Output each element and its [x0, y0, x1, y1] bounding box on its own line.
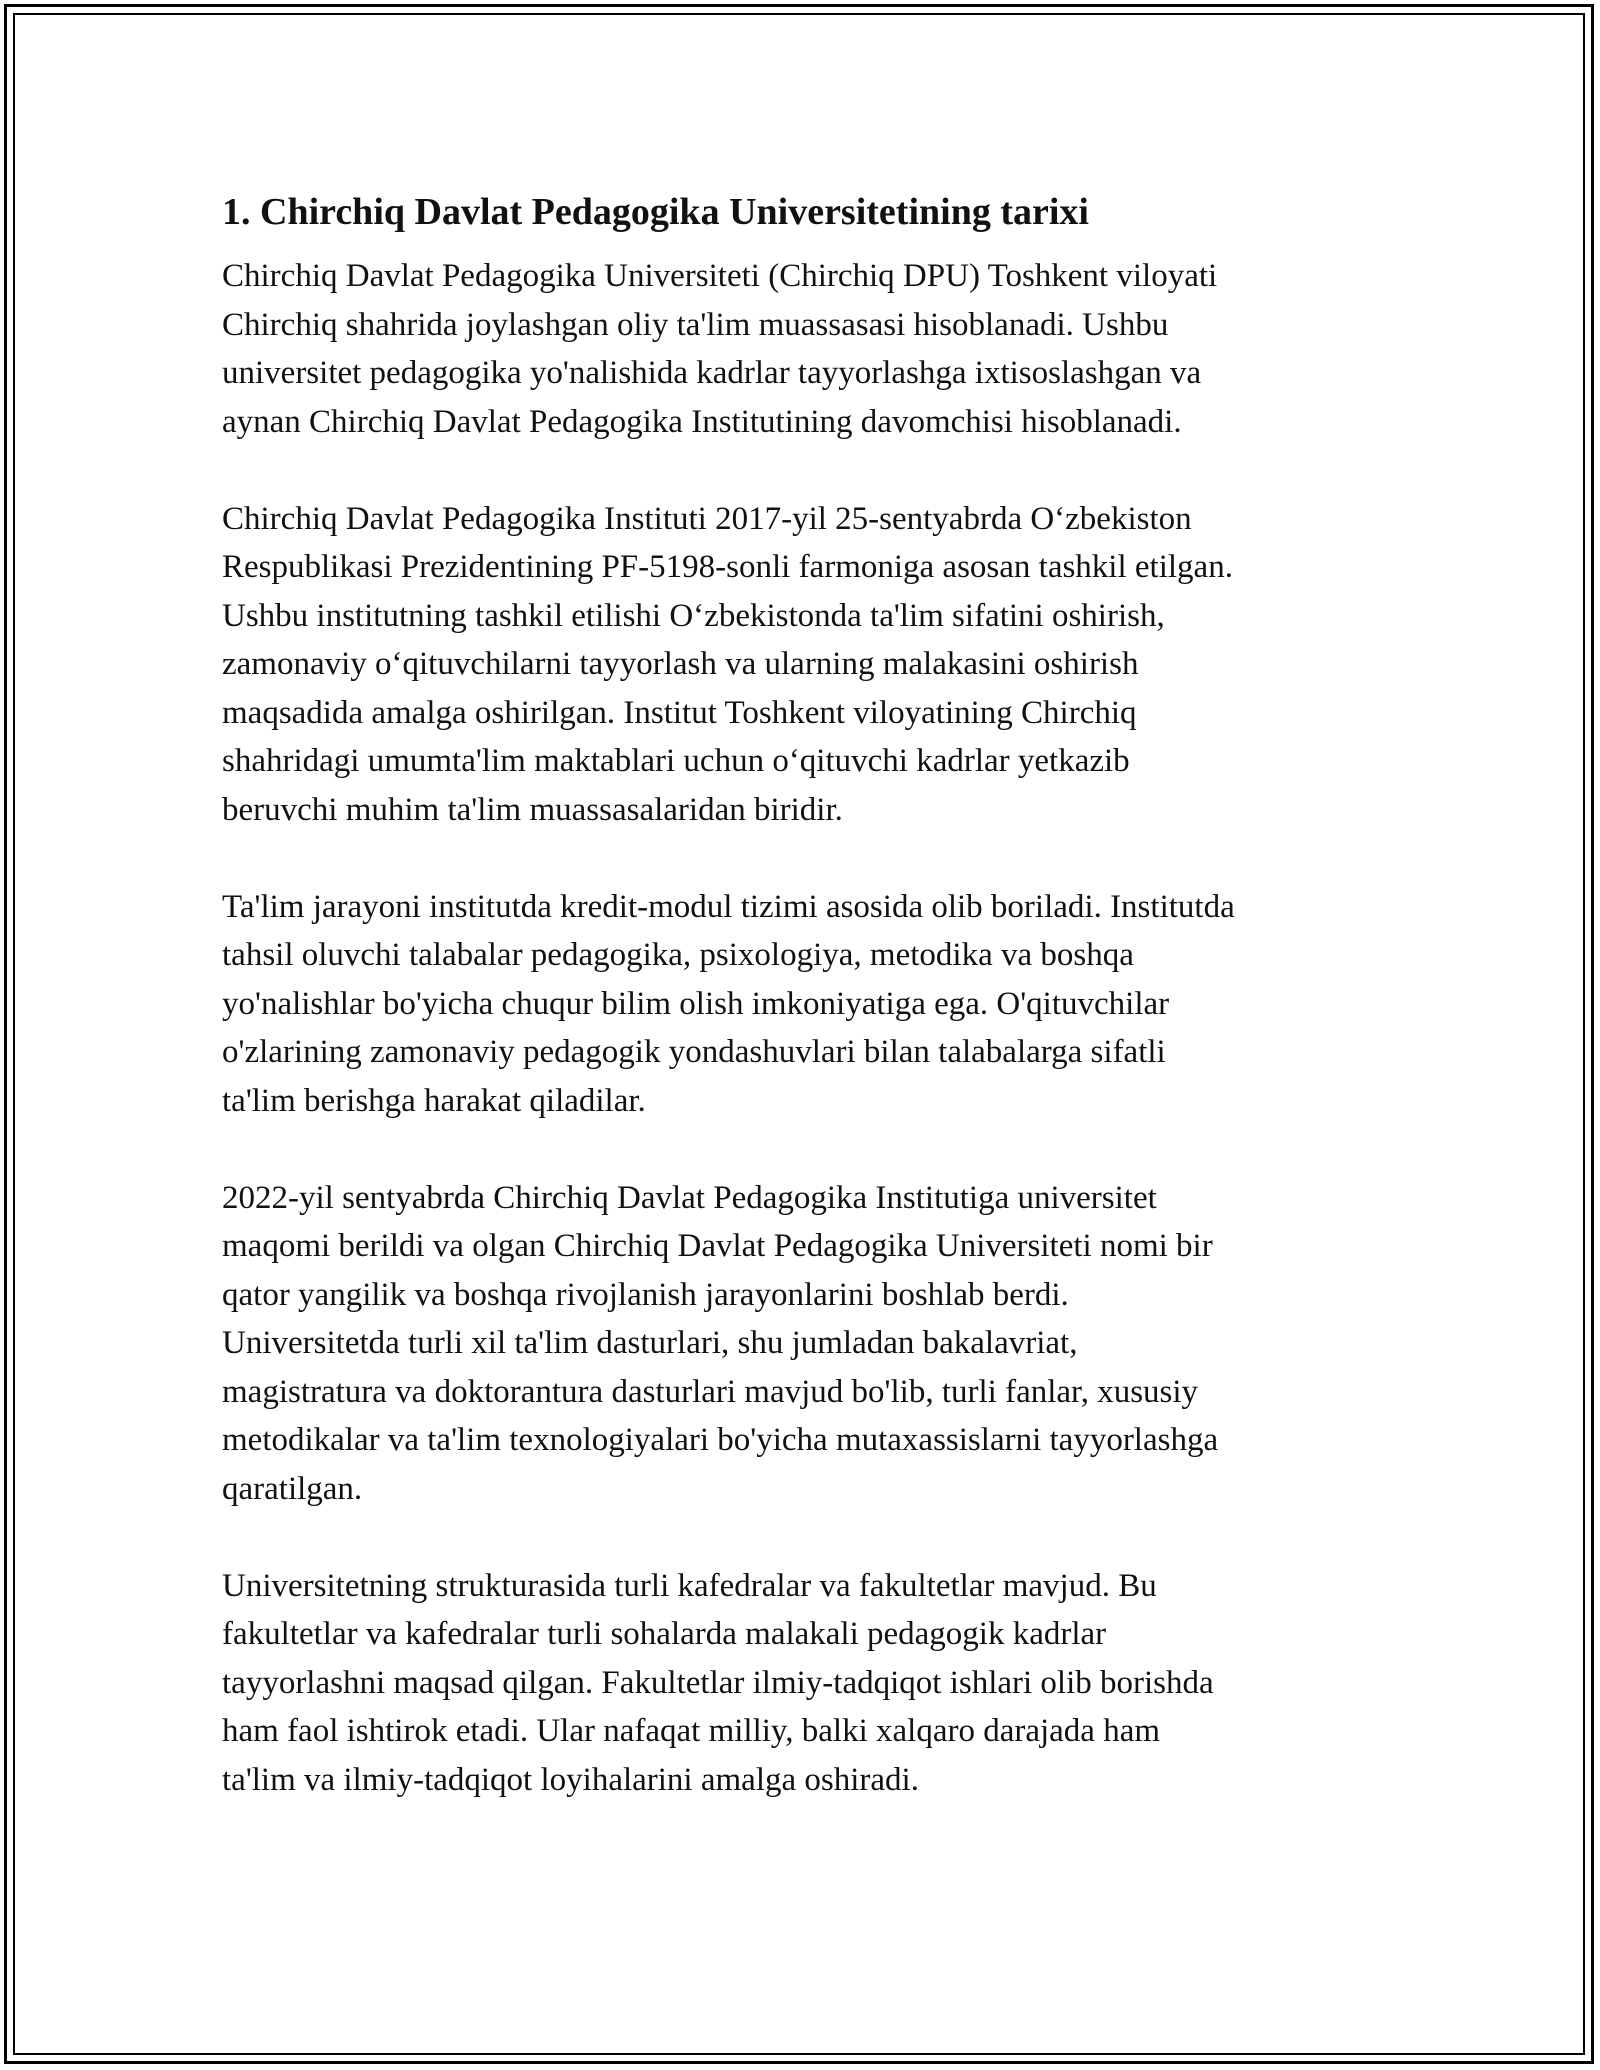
paragraph-education-process: Ta'lim jarayoni institutda kredit-modul tizimi asosida olib boriladi. Institutda tahsil oluvchi talabalar pedagogika, psixologiya, metodika va boshqa yo'nalishlar bo'yicha chuqur bilim olish imkoniyatiga ega. O'qituvchilar o'zlarining zamonaviy pedagogik yondashuvlari bilan talabalarga sifatli ta'lim berishga harakat qiladilar.: [222, 888, 1235, 1119]
document-body: [222, 186, 1372, 1853]
paragraph-institute-founding: Chirchiq Davlat Pedagogika Instituti 2017-yil 25-sentyabrda O‘zbekiston Respublikasi Prezidentining PF-5198-sonli farmoniga asosan tashkil etilgan. Ushbu institutning tashkil etilishi O‘zbekistonda ta'lim sifatini oshirish, zamonaviy o‘qituvchilarni tayyorlash va ularning malakasini oshirish maqsadida amalga oshirilgan. Institut Toshkent viloyatining Chirchiq shahridagi umumta'lim maktablari uchun o‘qituvchi kadrlar yetkazib beruvchi muhim ta'lim muassasalaridan biridir.: [222, 500, 1233, 828]
paragraph-history-intro: Chirchiq Davlat Pedagogika Universiteti (Chirchiq DPU) Toshkent viloyati Chirchiq shahrida joylashgan oliy ta'lim muassasasi hisoblanadi. Ushbu universitet pedagogika yo'nalishida kadrlar tayyorlashga ixtisoslashgan va aynan Chirchiq Davlat Pedagogika Institutining davomchisi hisoblanadi.: [222, 258, 1218, 440]
paragraph-university-status: 2022-yil sentyabrda Chirchiq Davlat Pedagogika Institutiga universitet maqomi berildi va olgan Chirchiq Davlat Pedagogika Universiteti nomi bir qator yangilik va boshqa rivojlanish jarayonlarini boshlab berdi. Universitetda turli xil ta'lim dasturlari, shu jumladan bakalavriat, magistratura va doktorantura dasturlari mavjud bo'lib, turli fanlar, xususiy metodikalar va ta'lim texnologiyalari bo'yicha mutaxassislarni tayyorlashga qaratilgan.: [222, 1179, 1219, 1507]
paragraph-university-structure: Universitetning strukturasida turli kafedralar va fakultetlar mavjud. Bu fakultetlar va kafedralar turli sohalarda malakali pedagogik kadrlar tayyorlashni maqsad qilgan. Fakultetlar ilmiy-tadqiqot ishlari olib borishda ham faol ishtirok etadi. Ular nafaqat milliy, balki xalqaro darajada ham ta'lim va ilmiy-tadqiqot loyihalarini amalga oshiradi.: [222, 1567, 1214, 1798]
document-title: 1. Chirchiq Davlat Pedagogika Universitetining tarixi: [222, 191, 1089, 233]
